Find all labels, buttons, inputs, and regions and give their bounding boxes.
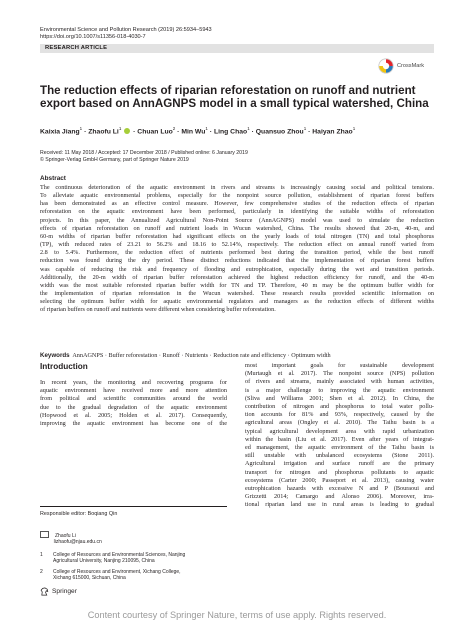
correspondence-name: Zhaofu Li <box>55 533 76 539</box>
text-line: tional riparian land use in rural areas is leading to gradual <box>245 501 434 509</box>
keywords-line <box>40 352 434 360</box>
text-line: The continuous deterioration of the aquatic environment in rivers and streams is increasingly causing social and political tensions. <box>40 184 434 191</box>
text-line: projects. In this paper, the Annualized Agricultural Non-Point Source (AnnAGNPS) model was used to simulate the reduction <box>40 216 434 224</box>
publisher-name: Springer <box>52 588 77 595</box>
text-line: In recent years, the monitoring and recovering programs for <box>40 379 227 386</box>
text-line: (Murtaugh et al. 2017). The nonpoint source (NPS) pollution <box>245 370 434 378</box>
affiliation-number: 2 <box>40 569 43 575</box>
text-line: To alleviate aquatic environmental problems, especially for the nonpoint source pollution, establishment of riparian forest buffers <box>40 192 434 200</box>
author-name[interactable]: Ling Chao <box>213 128 248 136</box>
text-line: (Hopwood et al. 2005; Holden et al. 2017). Consequently, <box>40 411 227 419</box>
author-name[interactable]: Chuan Luo <box>137 128 173 136</box>
text-line: was capable of reducing the risk and frequency of flooding and eutrophication, especially during the wet and transition periods. <box>40 265 434 273</box>
article-type-bar <box>40 44 434 53</box>
text-line: (TP), with reduced rates of 23.21 to 56.2% and 18.16 to 52.14%, respectively. The reduction effect on annual runoff varied from <box>40 241 434 249</box>
text-line: contribution of nitrogen and phosphorus to total water pollu- <box>245 403 434 411</box>
journal-citation: Environmental Science and Pollution Research (2019) 26:5934–5943 <box>40 27 212 33</box>
text-line: within the basin (Liu et al. 2017). Even after years of integrat- <box>245 435 434 443</box>
author-name[interactable]: Min Wu <box>181 128 206 136</box>
text-line: is a major challenge to improving the aquatic environment <box>245 386 434 394</box>
text-line: still unstable with unbalanced ecosystems (Stone 2011). <box>245 452 434 460</box>
author-name[interactable]: Zhaofu Li <box>88 128 119 136</box>
text-line: due to the gradual degradation of the aquatic environment <box>40 403 227 411</box>
text-line: effects of riparian reforestation on runoff and nutrient loads in Wucun watershed, China. The results showed that 20-m, 40-m, and <box>40 224 434 232</box>
text-line: most important goals for sustainable development <box>245 362 434 369</box>
keywords-text: AnnAGNPS · Buffer reforestation · Runoff · Nutrients · Reduction rate and efficiency · Optimum width <box>72 352 331 359</box>
text-line: typical agricultural development area with rapid urbanization <box>245 427 434 435</box>
affiliation-number: 1 <box>40 552 43 558</box>
author-affiliation: 1 <box>79 126 83 131</box>
text-line: tion accounts for 81% and 93%, respectively, caused by the <box>245 411 434 419</box>
text-line: improving the aquatic environment has become one of the <box>40 420 227 428</box>
text-line: ecosystems (Carter 2000; Passeport et al. 2013), causing water <box>245 476 434 484</box>
right-column-body <box>245 362 434 510</box>
text-line: transport for nitrogen and phosphorus pollutants to aquatic <box>245 468 434 476</box>
text-line: eutrophication hazards with excessive N and P (Bouraoui and <box>245 485 434 493</box>
text-line: 2.8 to 5.4%. Furthermore, the reduction effect of nutrients performed best during the transition period, while the best runoff <box>40 249 434 257</box>
text-line: aquatic environment have received more and more attention <box>40 387 227 395</box>
springer-horse-icon <box>40 587 49 596</box>
correspondence-block <box>40 531 102 546</box>
text-line: from political and scientific communities around the world <box>40 395 227 403</box>
text-line: Grizzetti 2014; Camargo and Alonso 2006). Moreover, irra- <box>245 493 434 501</box>
responsible-editor: Responsible editor: Boqiang Qin <box>40 511 118 517</box>
author-affiliation: 1 <box>205 126 208 131</box>
introduction-heading: Introduction <box>40 362 88 371</box>
crossmark-icon <box>378 58 394 74</box>
copyright-line: © Springer-Verlag GmbH Germany, part of Springer Nature 2019 <box>40 157 189 163</box>
keywords-label: Keywords <box>40 352 70 359</box>
author-affiliation: 1 <box>303 126 307 131</box>
author-name[interactable]: Haiyan Zhao <box>312 128 353 136</box>
text-line: Additionally, the 20-m width of riparian buffer reforestation achieved the highest reduction efficiency for runoff, and the 40-m <box>40 273 434 281</box>
orcid-icon[interactable] <box>124 128 130 134</box>
author-name[interactable]: Kaixia Jiang <box>40 128 80 136</box>
text-line: width was the most suitable reforested riparian buffer width for TN and TP. Therefore, 40 m may be the optimum buffer width for <box>40 281 434 289</box>
abstract-body <box>40 184 434 315</box>
author-name[interactable]: Quansuo Zhou <box>255 128 304 136</box>
abstract-heading: Abstract <box>40 175 66 182</box>
publisher-logo <box>40 587 77 596</box>
author-list: Kaixia Jiang$^1$ · Zhaofu Li$^1$ · Chuan Luo$^2$ · Min $Wu^1$ · Ling Chao$^1$ · Quansuo Zhou$^1$ · Haiyan Zhao$^1$ <box>40 126 356 136</box>
text-line: selecting the optimum buffer width for aquatic environmental regulators and managers as the reduction effects of different widths <box>40 298 434 306</box>
text-line: (Sliva and Williams 2001; Shen et al. 2012). In China, the <box>245 394 434 402</box>
text-line: reforestation on the aquatic environment have been performed, particularly in identifying the suitable widths of reforestation <box>40 208 434 216</box>
text-line: has been demonstrated as an effective control measure. However, few comprehensive studies of the reduction effects of riparian <box>40 200 434 208</box>
affiliation-1 <box>40 552 185 565</box>
affiliation-line: College of Resources and Environmental Sciences, Nanjing <box>53 552 186 558</box>
affiliation-line: Xichang 615000, Sichuan, China <box>53 575 126 582</box>
text-line: the implementation of riparian reforestation in the Wucun watershed. These research results provided scientific information on <box>40 290 434 298</box>
doi-link[interactable]: https://doi.org/10.1007/s11356-018-4030-7 <box>40 34 146 40</box>
affiliation-2 <box>40 569 181 582</box>
courtesy-footer: Content courtesy of Springer Nature, terms of use apply. Rights reserved. <box>87 610 387 620</box>
text-line: Agricultural irrigation and surface runoff are the primary <box>245 460 434 468</box>
article-title: The reduction effects of riparian reforestation on runoff and nutrient export based on AnnAGNPS model in a small typical watershed, China <box>40 84 429 111</box>
article-type-label: RESEARCH ARTICLE <box>45 45 108 51</box>
introduction-body <box>40 379 227 428</box>
text-line: of rivers and streams, mainly associated with human activities, <box>245 378 434 386</box>
author-affiliation: 1 <box>352 126 356 131</box>
text-line: reduction was found during the dry period. These distinct reductions indicated that the implementation of riparian forest buffers <box>40 257 434 265</box>
text-line: agricultural areas (Ongley et al. 2010). The Taihu basin is a <box>245 419 434 427</box>
author-affiliation: 1 <box>118 126 122 131</box>
author-affiliation: 2 <box>172 126 176 131</box>
text-line: ed management, the aquatic environment of the Taihu basin is <box>245 444 434 452</box>
crossmark-label: CrossMark <box>397 63 425 69</box>
correspondence-email[interactable]: lizhaofu@njau.edu.cn <box>53 539 102 546</box>
footnote-divider <box>40 506 227 507</box>
text-line: of riparian buffers on runoff and nutrients were different when considering buffer reforestation. <box>40 306 276 314</box>
affiliation-line: College of Resources and Environment, Xichang College, <box>53 569 181 575</box>
received-dates: Received: 11 May 2018 / Accepted: 17 December 2018 / Published online: 6 January 2019 <box>40 150 248 156</box>
author-affiliation: 1 <box>247 126 250 131</box>
left-column <box>40 362 227 492</box>
envelope-icon <box>40 531 49 538</box>
affiliation-line: Agricultural University, Nanjing 210095, China <box>53 558 155 565</box>
text-line: 60-m widths of riparian buffer reforestation had significant effects on the yearly loads of total nitrogen (TN) and total phosphorus <box>40 232 434 240</box>
crossmark-badge[interactable] <box>378 58 434 76</box>
